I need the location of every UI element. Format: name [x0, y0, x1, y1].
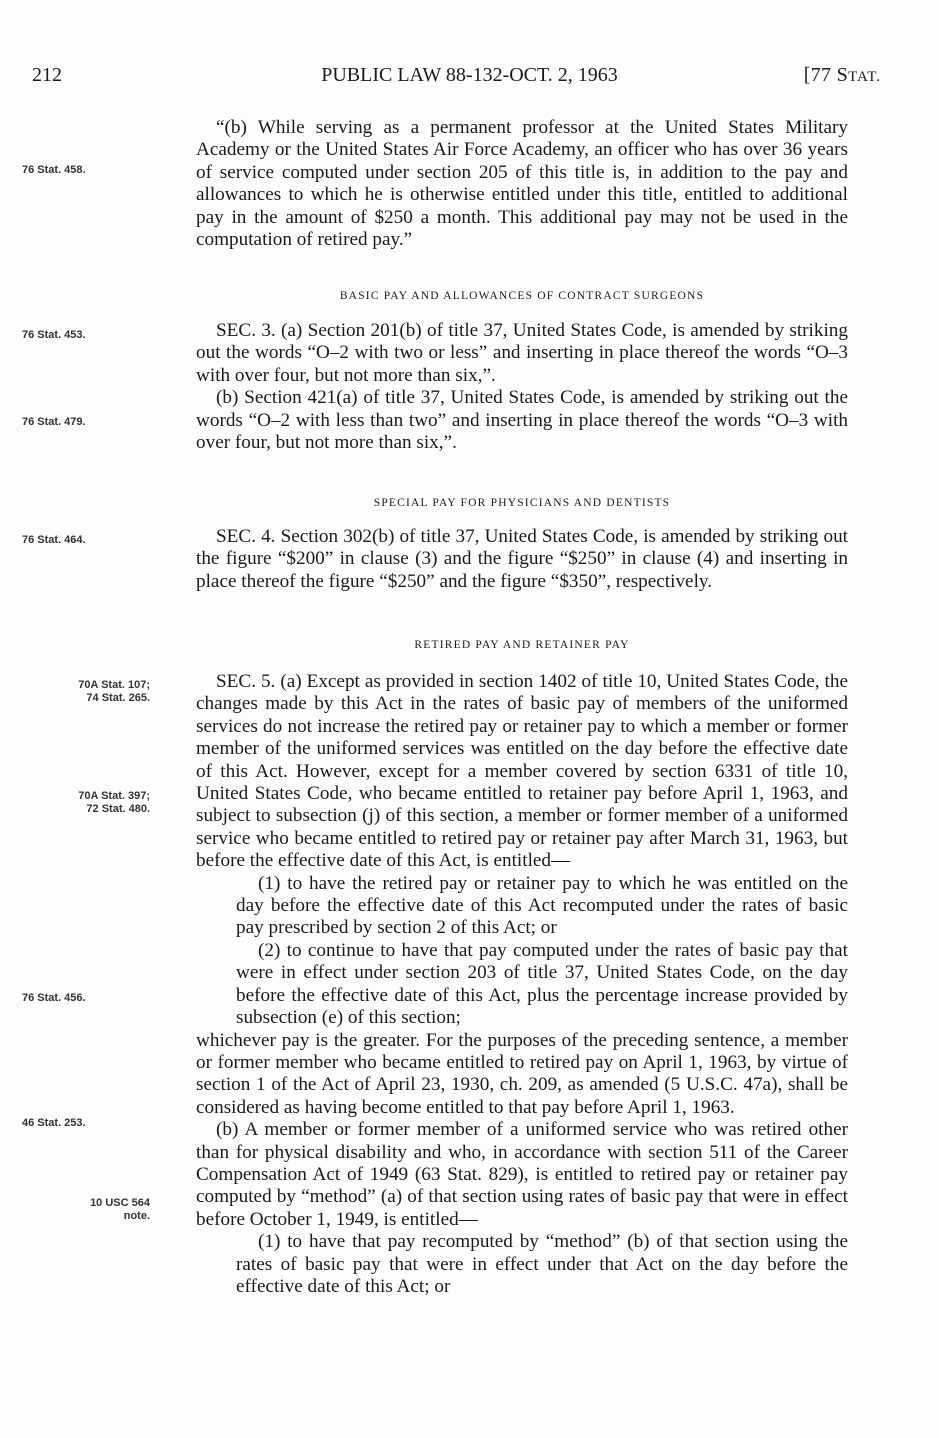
margin-note-9b: note.	[123, 1210, 150, 1222]
paragraph-6-clause-1: (1) to have that pay recomputed by “method” (b) of that section using the rates of basic pay that were in effect under that Act on the day before the effective date of this Act; or	[236, 1231, 848, 1297]
margin-note-3: 76 Stat. 479.	[22, 416, 86, 428]
margin-note-6	[22, 790, 150, 816]
margin-note-7: 76 Stat. 456.	[22, 992, 86, 1004]
margin-note-4: 76 Stat. 464.	[22, 534, 86, 546]
page-number: 212	[32, 64, 62, 86]
margin-note-2: 76 Stat. 453.	[22, 329, 86, 341]
margin-note-5b: 74 Stat. 265.	[86, 692, 150, 704]
page-header	[0, 64, 939, 90]
text-block-2	[196, 320, 848, 454]
margin-note-6b: 72 Stat. 480.	[86, 803, 150, 815]
paragraph-5-continuation: whichever pay is the greater. For the purposes of the preceding sentence, a member or former member who became entitled to retired pay on April 1, 1963, by virtue of section 1 of the Act of April 23, 1930, ch. 209, as amended (5 U.S.C. 47a), shall be considered as having become entitled to that pay before April 1, 1963.	[196, 1029, 848, 1118]
margin-note-8: 46 Stat. 253.	[22, 1117, 86, 1129]
paragraph-5-clause-1: (1) to have the retired pay or retainer pay to which he was entitled on the day before the effective date of this Act recomputed under the rates of basic pay prescribed by section 2 of this Act; or	[236, 872, 848, 939]
margin-note-9a: 10 USC 564	[90, 1197, 150, 1209]
text-block-4	[196, 671, 848, 1298]
section-heading-3: RETIRED PAY AND RETAINER PAY	[414, 639, 630, 651]
margin-note-5	[22, 679, 150, 705]
margin-note-5a: 70A Stat. 107;	[78, 679, 150, 691]
margin-note-1: 76 Stat. 458.	[22, 164, 86, 176]
paragraph-5: SEC. 5. (a) Except as provided in section 1402 of title 10, United States Code, the changes made by this Act in the rates of basic pay of members of the uniformed services do not increase the retired pay or retainer pay to which a member or former member of the uniformed services was entitled on the day before the effective date of this Act. However, except for a member covered by section 6331 of title 10, United States Code, who became entitled to retainer pay before April 1, 1963, and subject to subsection (j) of this section, a member or former member of a uniformed service who became entitled to retired pay or retainer pay after March 31, 1963, but before the effective date of this Act, is entitled—	[196, 671, 848, 872]
paragraph-3: (b) Section 421(a) of title 37, United States Code, is amended by striking out the words “O–2 with less than two” and inserting in place thereof the words “O–3 with over four, but not more than six,”.	[196, 387, 848, 454]
paragraph-6: (b) A member or former member of a uniformed service who was retired other than for physical disability and who, in accordance with section 511 of the Career Compensation Act of 1949 (63 Stat. 829), is entitled to retired pay or retainer pay computed by “method” (a) of that section using rates of basic pay that were in effect before October 1, 1949, is entitled—	[196, 1119, 848, 1230]
paragraph-1: “(b) While serving as a permanent professor at the United States Military Academy or the United States Air Force Academy, an officer who has over 36 years of service computed under section 205 of this title is, in addition to the pay and allowances to which he is otherwise entitled under this title, entitled to additional pay in the amount of $250 a month. This additional pay may not be used in the computation of retired pay.”	[196, 117, 848, 251]
paragraph-2: SEC. 3. (a) Section 201(b) of title 37, United States Code, is amended by striking out the words “O–2 with two or less” and inserting in place thereof the words “O–3 with over four, but not more than six,”.	[196, 320, 848, 386]
running-title: PUBLIC LAW 88-132-OCT. 2, 1963	[321, 64, 618, 86]
section-heading-2: SPECIAL PAY FOR PHYSICIANS AND DENTISTS	[373, 497, 671, 509]
section-heading-1: BASIC PAY AND ALLOWANCES OF CONTRACT SURGEONS	[339, 290, 705, 302]
volume-citation	[804, 64, 881, 87]
margin-note-6a: 70A Stat. 397;	[78, 790, 150, 802]
volume-prefix: [77 S	[803, 64, 849, 86]
paragraph-4: SEC. 4. Section 302(b) of title 37, United States Code, is amended by striking out the figure “$200” in clause (3) and the figure “$250” in clause (4) and inserting in place thereof the figure “$250” and the figure “$350”, respectively.	[196, 526, 848, 592]
text-block-3	[196, 526, 848, 593]
margin-note-9	[22, 1197, 150, 1223]
text-block-1	[196, 117, 848, 251]
volume-suffix: TAT.	[848, 69, 881, 85]
paragraph-5-clause-2: (2) to continue to have that pay computed under the rates of basic pay that were in effect under section 203 of title 37, United States Code, on the day before the effective date of this Act, plus the percentage increase provided by subsection (e) of this section;	[236, 939, 848, 1029]
